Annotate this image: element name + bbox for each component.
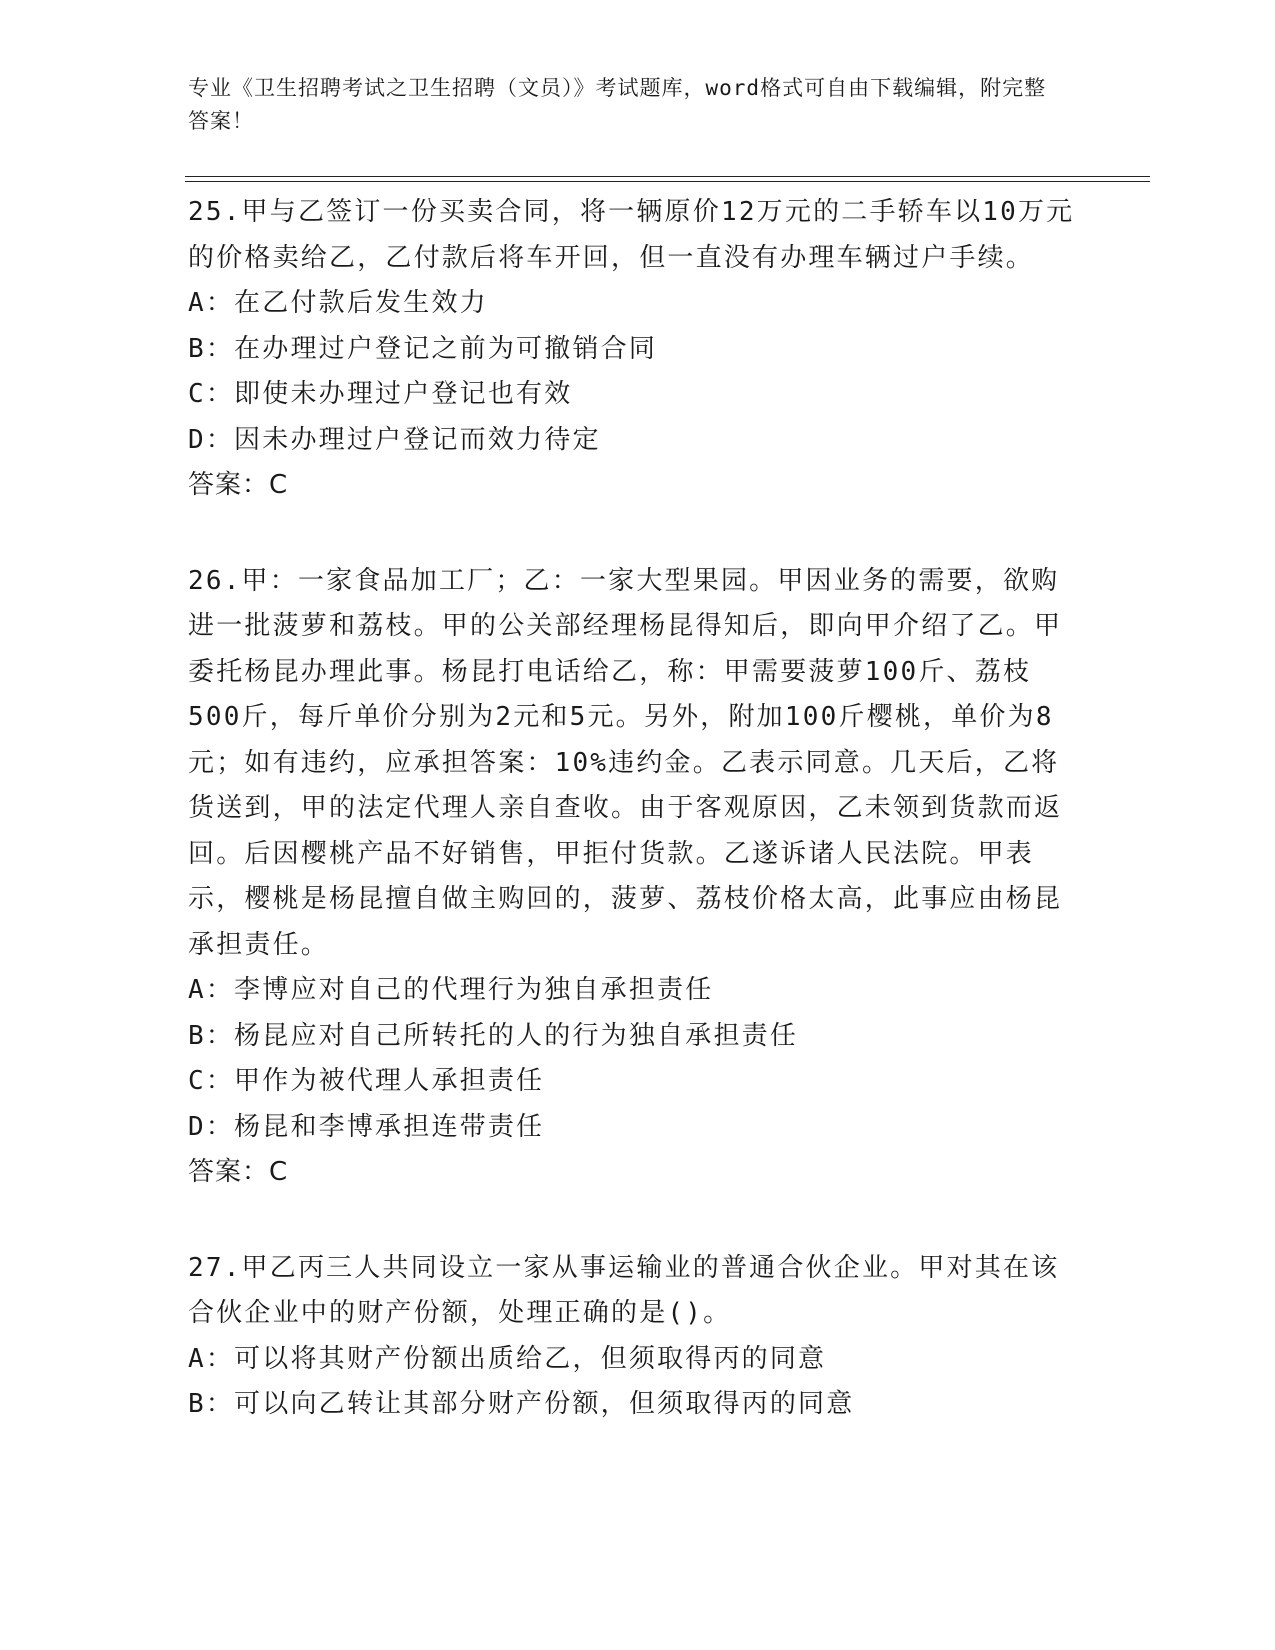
option-c: C：甲作为被代理人承担责任 bbox=[188, 1066, 545, 1096]
question-text: 27.甲乙丙三人共同设立一家从事运输业的普通合伙企业。甲对其在该合伙企业中的财产份额，处理正确的是()。 bbox=[188, 1252, 1060, 1328]
question-spacer bbox=[188, 509, 1078, 559]
header-text: 专业《卫生招聘考试之卫生招聘（文员）》考试题库，word格式可自由下载编辑，附完整答案！ bbox=[188, 76, 1047, 133]
question-26 bbox=[188, 559, 1078, 1196]
document-header bbox=[188, 72, 1068, 138]
header-divider-bottom bbox=[185, 181, 1150, 182]
question-spacer bbox=[188, 1196, 1078, 1246]
option-b: B：杨昆应对自己所转托的人的行为独自承担责任 bbox=[188, 1020, 799, 1051]
option-d: D：杨昆和李博承担连带责任 bbox=[188, 1111, 545, 1142]
answer: 答案：C bbox=[188, 1157, 289, 1187]
question-25 bbox=[188, 190, 1078, 509]
option-d: D：因未办理过户登记而效力待定 bbox=[188, 424, 601, 455]
answer: 答案：C bbox=[188, 470, 289, 500]
question-27 bbox=[188, 1246, 1078, 1428]
header-divider-top bbox=[185, 176, 1150, 177]
option-a: A：李博应对自己的代理行为独自承担责任 bbox=[188, 975, 714, 1005]
option-c: C：即使未办理过户登记也有效 bbox=[188, 379, 573, 409]
question-list bbox=[188, 190, 1078, 1428]
question-text: 25.甲与乙签订一份买卖合同，将一辆原价12万元的二手轿车以10万元的价格卖给乙，乙付款后将车开回，但一直没有办理车辆过户手续。 bbox=[188, 197, 1075, 273]
option-a: A：在乙付款后发生效力 bbox=[188, 288, 488, 318]
option-a: A：可以将其财产份额出质给乙，但须取得丙的同意 bbox=[188, 1343, 827, 1374]
option-b: B：可以向乙转让其部分财产份额，但须取得丙的同意 bbox=[188, 1389, 855, 1419]
option-b: B：在办理过户登记之前为可撤销合同 bbox=[188, 333, 658, 364]
question-text: 26.甲：一家食品加工厂；乙：一家大型果园。甲因业务的需要，欲购进一批菠萝和荔枝。甲的公关部经理杨昆得知后，即向甲介绍了乙。甲委托杨昆办理此事。杨昆打电话给乙，称：甲需要菠萝100斤、荔枝500斤，每斤单价分别为2元和5元。另外，附加100斤樱桃，单价为8元；如有违约，应承担答案：10%违约金。乙表示同意。几天后，乙将货送到，甲的法定代理人亲自查收。由于客观原因，乙未领到货款而返回。后因樱桃产品不好销售，甲拒付货款。乙遂诉诸人民法院。甲表示，樱桃是杨昆擅自做主购回的，菠萝、荔枝价格太高，此事应由杨昆承担责任。 bbox=[188, 565, 1063, 960]
